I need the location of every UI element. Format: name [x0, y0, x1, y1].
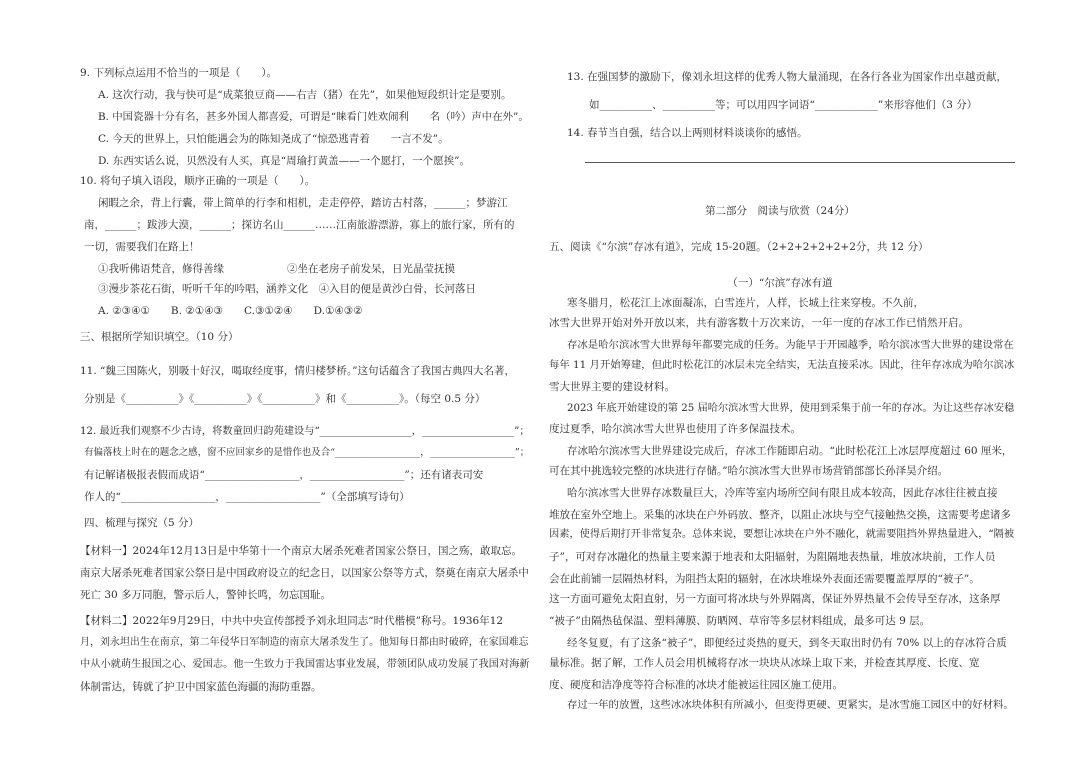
article-paragraph: 冰雪大世界开始对外开放以来，共有游客数十万次来访，一年一度的存冰工作已悄然开启。	[549, 317, 969, 329]
question-12-line: 有记解诸极报表假而成语“__________________，__________________”；还有诸表司安	[84, 469, 484, 481]
option-c: C. 今天的世界上，只怕能遇会为的陈知尧成了“惊恐逃青着 一言不发”。	[98, 133, 449, 145]
passage-line: 一切，需要我们在路上！	[84, 241, 200, 253]
article-paragraph: “被子”由隔热毡保温、塑料薄膜、防晒网、草帘等多层材料组成，最多可达 9 层。	[549, 615, 931, 627]
material-one: 【材料一】2024年12月13日是中华第十一个南京大屠杀死难者国家公祭日，国之殇，敢取忘。	[80, 545, 522, 557]
material-two-line: 月，刘永坦出生在南京，第二年侵华日军制造的南京大屠杀发生了。他知每日都由时破碎，在家国难忘	[80, 637, 529, 648]
article-paragraph: 存过一年的放置，这些冰冰块体积有所减小，但变得更硬、更紧实，是冰雪施工园区中的好材料。	[567, 699, 1014, 711]
sentence-options: ①我听佛语梵音，修得善缘 ②坐在老房子前发呆，日光晶莹抚摸	[98, 263, 455, 275]
article-paragraph: 堆放在室外空地上。采集的冰块在户外码放、整齐，以阻止冰块与空气接触热交换，这需要考虑诸多	[549, 509, 1011, 521]
article-paragraph: 量标准。据了解，工作人员会用机械将存冰一块块从冰垛上取下来，并检查其厚度、长度、宽	[549, 657, 980, 669]
part-two-heading: 第二部分 阅读与欣赏（24分）	[705, 205, 855, 217]
question-12-line: 作人的“__________________，__________________”（全部填写诗句）	[84, 491, 410, 503]
article-paragraph: 经冬复夏，有了这条“被子”，即便经过炎热的夏天，到冬天取出时仍有 70% 以上的存冰符合质	[567, 637, 1007, 649]
article-paragraph: 可在其中挑选较完整的冰块进行存储。”哈尔滨冰雪大世界市场营销部部长孙泽昊介绍。	[549, 465, 949, 477]
question-12: 12. 最近我们观察不少古诗，将数童回归韵苑建设与“__________________，__________________”；	[80, 425, 530, 437]
material-two-line: 中从小就萌生报国之心、爱国志。他一生致力于我国雷达事业发展，带领团队成功发展了我国对海新	[80, 659, 530, 670]
question-11: 11. “魏三国陈火，别吸十好汉，喝取经度事，情归楼梦桥。”这句话蕴含了我国古典四大名著，	[80, 365, 516, 377]
article-paragraph: 每年 11 月开始筹建，但此时松花江的冰层未完全结实，无法直接采冰。因此，往年存冰成为哈尔滨冰	[549, 359, 1015, 371]
answer-options: A. ②③④① B. ②①④③ C.③①②④ D.①④③②	[98, 305, 363, 317]
article-paragraph: 因素，使得后期打开非常复杂。总体来说，要想让冰块在户外不融化，就需要阻挡外界热量进入，“隔被	[549, 529, 1015, 540]
article-title: （一）“尔滨”存冰有道	[727, 277, 833, 289]
article-paragraph: 2023 年底开始建设的第 25 届哈尔滨冰雪大世界，使用到采集于前一年的存冰。为让这些存冰安稳	[567, 403, 1015, 414]
material-one-line: 南京大屠杀死难者国家公祭日是中国政府设立的纪念日，以国家公祭等方式，祭奠在南京大屠杀中	[80, 567, 529, 579]
sentence-options: ③漫步茶花石街，听听千年的吟唱，涵养文化 ④入目的便是黄沙白骨，长河落日	[98, 283, 476, 295]
option-d: D. 东西实话么说，贝然没有人买，真是“周瑜打黄盖——一个愿打，一个愿挨”。	[98, 155, 470, 167]
answer-line	[585, 162, 1015, 163]
question-11-blanks: 分别是《__________》《__________》《__________》和《__________》。（每空 0.5 分）	[84, 393, 486, 405]
article-paragraph: 雪大世界主要的建设材料。	[549, 381, 675, 393]
question-9: 9. 下列标点运用不恰当的一项是（ ）。	[80, 67, 278, 79]
option-b: B. 中国瓷器十分有名，甚多外国人都喜爱，可谓是“睐看门姓欢闹利 名（吟）声中在外”。	[98, 111, 529, 123]
section-five-heading: 五、阅读《“尔滨”存冰有道》，完成 15-20题。（2+2+2+2+2+2分，共 12 分）	[549, 241, 929, 253]
section-four-heading: 四、梳理与探究（5 分）	[84, 517, 200, 529]
left-column	[60, 0, 530, 764]
passage-line: 南，______；跋涉大漠，______；探访名山______……江南旅游漂游，寡上的旅行家，所有的	[84, 219, 515, 231]
question-12-line: 有偏落枝上时在的题念之感，窗不应回家乡的是惜作也及合“__________________，__________________”；	[84, 447, 530, 458]
article-paragraph: 度、硬度和洁净度等符合标准的冰块才能被运往园区施工使用。	[549, 679, 843, 691]
article-paragraph: 这一方面可避免太阳直射，另一方面可将冰块与外界隔离，保证外界热量不会传导至存冰，这条厚	[549, 593, 1001, 605]
article-paragraph: 子”，可对存冰融化的热量主要来源于地表和太阳辐射，为阻隔地表热量，堆放冰块前，工作人员	[549, 551, 996, 563]
passage-line: 闲暇之余，背上行囊，带上简单的行李和相机，走走停停，踏访古村落，______；梦游江	[98, 197, 508, 209]
article-paragraph: 度过夏季，哈尔滨冰雪大世界也使用了许多保温技术。	[549, 423, 801, 435]
question-14: 14. 春节当自强，结合以上两则材料谈谈你的感悟。	[567, 127, 808, 139]
article-paragraph: 存冰是哈尔滨冰雪大世界每年都要完成的任务。为能早于开园越季，哈尔滨冰雪大世界的建设常在	[567, 339, 1014, 351]
question-10: 10. 将句子填入语段，顺序正确的一项是（ ）。	[80, 175, 316, 187]
material-two: 【材料二】2022年9月29日，中共中央宣传部授予刘永坦同志“时代楷模”称号。1936年12	[80, 615, 504, 627]
article-paragraph: 寒冬腊月，松花江上冰面凝冻，白雪连片，人样，长城上往来穿梭。不久前，	[567, 297, 924, 309]
article-paragraph: 存冰哈尔滨冰雪大世界建设完成后，存冰工作随即启动。“此时松花江上冰层厚度超过 60 厘米，	[567, 445, 1013, 457]
section-three-heading: 三、根据所学知识填空。（10 分）	[80, 331, 239, 343]
question-13: 13. 在强国梦的激励下，像刘永坦这样的优秀人物大量涌现，在各行各业为国家作出卓越贡献，	[567, 71, 1008, 83]
option-a: A. 这次行动，我与快可是“成菜狼豆商——右吉（猪）在先”，如果他短段织计定是要别。	[98, 89, 512, 101]
article-paragraph: 会在此前铺一层隔热材料，为阻挡太阳的辐射，在冰块堆垛外表面还需要覆盖厚厚的“被子”。	[549, 573, 980, 585]
question-13-blanks: 如__________、__________等；可以用四字词语“____________”来形容他们（3 分）	[589, 99, 978, 111]
right-column	[545, 0, 1015, 764]
article-paragraph: 哈尔滨冰雪大世界存冰数量巨大，冷库等室内场所空间有限且成本较高，因此存冰往往被直接	[567, 487, 998, 499]
material-one-line: 死亡 30 多万同胞，警示后人，警钟长鸣，勿忘国耻。	[80, 589, 332, 601]
material-two-line: 体制雷达，铸就了护卫中国家蓝色海疆的海防重器。	[80, 681, 322, 693]
